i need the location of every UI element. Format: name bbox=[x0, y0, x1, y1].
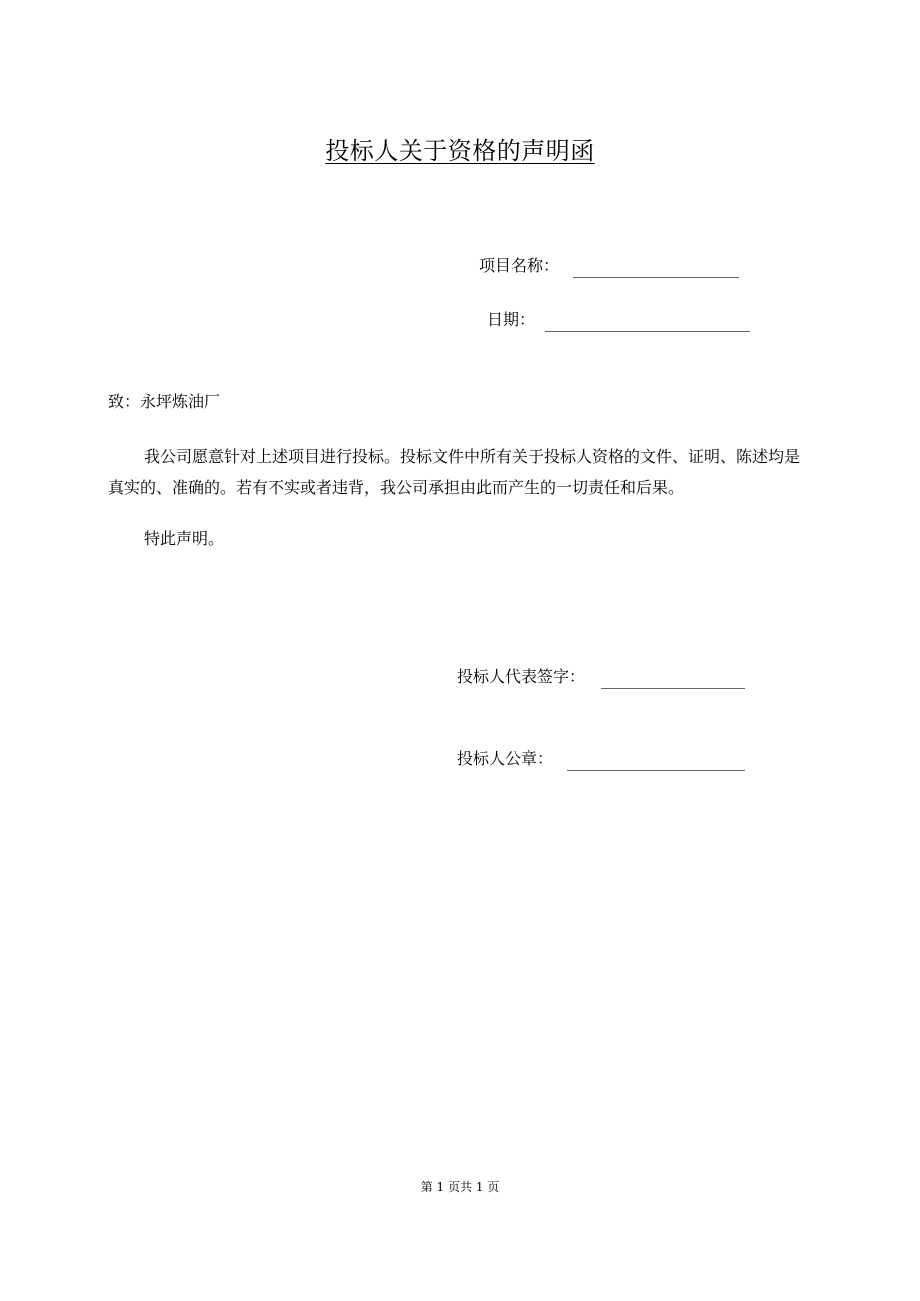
project-name-field bbox=[479, 254, 739, 278]
document-title bbox=[0, 134, 920, 168]
bidder-seal-label: 投标人公章： bbox=[457, 749, 554, 768]
date-blank[interactable] bbox=[545, 315, 750, 332]
project-name-blank[interactable] bbox=[573, 261, 739, 278]
bidder-seal-blank[interactable] bbox=[567, 754, 745, 771]
bidder-seal-field bbox=[457, 747, 745, 771]
project-name-label: 项目名称： bbox=[479, 256, 560, 275]
closing-statement: 特此声明。 bbox=[144, 529, 225, 548]
representative-signature-blank[interactable] bbox=[601, 672, 745, 689]
body-paragraph: 我公司愿意针对上述项目进行投标。投标文件中所有关于投标人资格的文件、证明、陈述均是真实的、准确的。若有不实或者违背，我公司承担由此而产生的一切责任和后果。 bbox=[108, 447, 801, 497]
page-footer: 第 1 页共 1 页 bbox=[420, 1180, 500, 1194]
date-field bbox=[487, 308, 750, 332]
document-title-text: 投标人关于资格的声明函 bbox=[325, 137, 595, 165]
representative-signature-field bbox=[457, 665, 745, 689]
date-label: 日期： bbox=[487, 310, 536, 329]
salutation: 致：永坪炼油厂 bbox=[108, 392, 221, 411]
representative-signature-label: 投标人代表签字： bbox=[457, 667, 586, 686]
